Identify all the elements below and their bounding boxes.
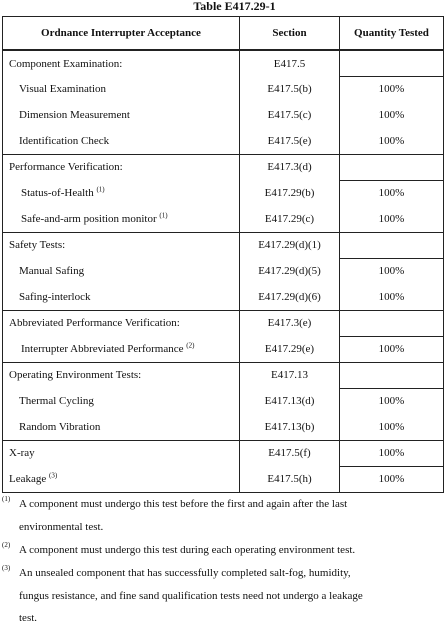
acceptance-table [2, 16, 444, 493]
footnote-mark: (3) [2, 564, 11, 572]
row-quantity: 100% [340, 180, 444, 206]
row-section: E417.5 [240, 50, 340, 76]
footnote-text: test. [19, 612, 38, 624]
row-quantity: 100% [340, 336, 444, 362]
table-row [3, 466, 444, 492]
footnote-mark: (2) [2, 541, 11, 549]
row-label: Status-of-Health $^{(1)}$ [21, 185, 105, 199]
row-label: Performance Verification: [9, 161, 123, 174]
row-label: Abbreviated Performance Verification: [9, 317, 180, 330]
row-quantity: 100% [340, 128, 444, 154]
row-section: E417.29(d)(6) [240, 284, 340, 310]
row-section: E417.13(b) [240, 414, 340, 440]
table-row [3, 154, 444, 180]
row-section: E417.5(c) [240, 102, 340, 128]
row-quantity: 100% [340, 76, 444, 102]
row-quantity [340, 50, 444, 76]
footnote-text: An unsealed component that has successfully completed salt-fog, humidity, [19, 567, 351, 579]
table-row [3, 258, 444, 284]
footnote-text: environmental test. [19, 521, 104, 533]
row-quantity [340, 362, 444, 388]
row-label: Identification Check [19, 134, 110, 147]
row-quantity: 100% [340, 388, 444, 414]
header-quantity: Quantity Tested [340, 17, 444, 51]
row-label: Manual Safing [19, 265, 85, 277]
table-row [3, 180, 444, 206]
row-quantity: 100% [340, 102, 444, 128]
footnote-ref: (1) [96, 185, 105, 194]
row-section: E417.29(d)(5) [240, 258, 340, 284]
footnote-ref: (2) [186, 341, 195, 350]
row-section: E417.29(c) [240, 206, 340, 232]
row-label: Safing-interlock [19, 290, 91, 303]
row-label: X-ray [9, 447, 35, 460]
row-quantity: 100% [340, 284, 444, 310]
row-label: Leakage $^{(3)}$ [9, 471, 58, 485]
row-quantity [340, 154, 444, 180]
row-section: E417.29(e) [240, 336, 340, 362]
footnote-text: A component must undergo this test before the first and again after the last [19, 498, 348, 510]
row-quantity: 100% [340, 206, 444, 232]
table-title: Table E417.29-1 [193, 0, 276, 13]
footnote-text: A component must undergo this test during each operating environment test. [19, 544, 356, 556]
row-label: Component Examination: [9, 57, 123, 70]
row-section: E417.3(d) [240, 154, 340, 180]
header-acceptance: Ordnance Interrupter Acceptance [3, 17, 240, 51]
footnotes [2, 495, 442, 625]
table-row [3, 336, 444, 362]
footnote-mark: (1) [2, 495, 11, 503]
row-section: E417.29(d)(1) [240, 232, 340, 258]
row-label: Thermal Cycling [19, 395, 94, 407]
table-row [3, 206, 444, 232]
footnote [2, 564, 442, 625]
table-row [3, 440, 444, 466]
table-row [3, 284, 444, 310]
row-section: E417.5(e) [240, 128, 340, 154]
table-row [3, 362, 444, 388]
row-label: Dimension Measurement [19, 109, 130, 121]
row-label: Visual Examination [19, 83, 107, 95]
footnote-ref: (3) [49, 471, 58, 480]
row-quantity [340, 310, 444, 336]
row-quantity: 100% [340, 466, 444, 492]
row-section: E417.5(h) [240, 466, 340, 492]
table-row [3, 414, 444, 440]
row-label: Safety Tests: [9, 239, 66, 252]
row-section: E417.13 [240, 362, 340, 388]
row-quantity: 100% [340, 440, 444, 466]
table-row [3, 232, 444, 258]
table-row [3, 76, 444, 102]
row-quantity: 100% [340, 414, 444, 440]
row-section: E417.5(b) [240, 76, 340, 102]
row-section: E417.5(f) [240, 440, 340, 466]
row-label: Random Vibration [19, 420, 101, 433]
row-quantity [340, 232, 444, 258]
footnote [2, 541, 442, 557]
table-row [3, 102, 444, 128]
row-label: Interrupter Abbreviated Performance $^{(2)}$ [21, 341, 195, 355]
table-row [3, 388, 444, 414]
table-row [3, 310, 444, 336]
footnote-text: fungus resistance, and fine sand qualification tests need not undergo a leakage [19, 590, 363, 602]
row-label: Operating Environment Tests: [9, 369, 142, 382]
row-section: E417.3(e) [240, 310, 340, 336]
row-quantity: 100% [340, 258, 444, 284]
footnote-ref: (1) [159, 211, 168, 220]
row-section: E417.13(d) [240, 388, 340, 414]
footnote [2, 495, 442, 534]
header-section: Section [240, 17, 340, 51]
table-row [3, 50, 444, 76]
row-section: E417.29(b) [240, 180, 340, 206]
table-row [3, 128, 444, 154]
row-label: Safe-and-arm position monitor $^{(1)}$ [21, 211, 168, 225]
